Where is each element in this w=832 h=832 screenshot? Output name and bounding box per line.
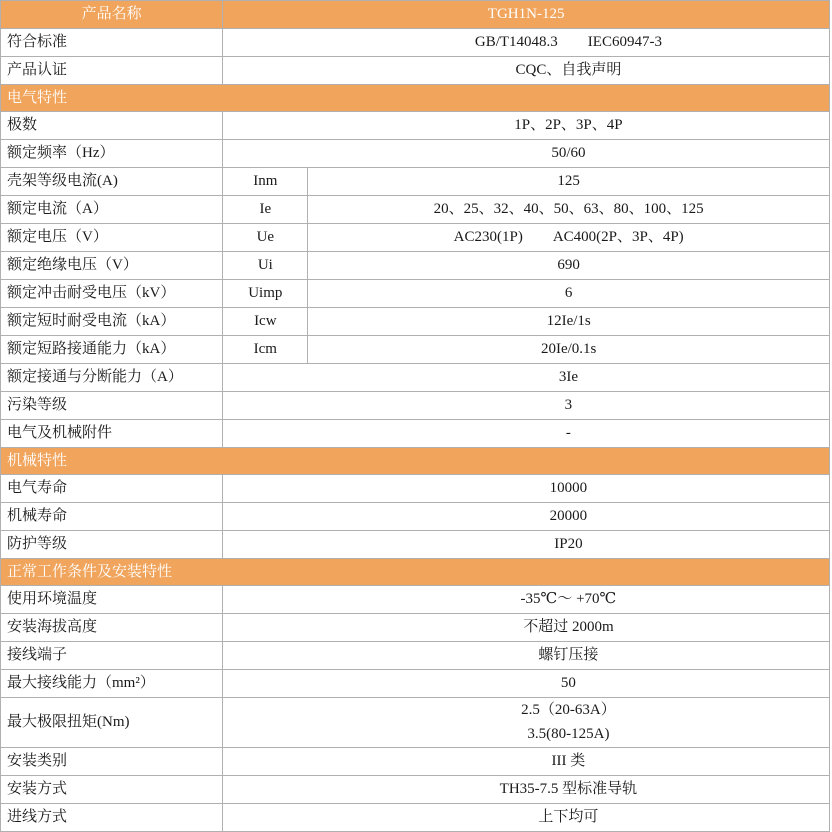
table-row [1, 420, 830, 448]
table-row [1, 614, 830, 642]
product-name-header: 产品名称 [1, 1, 223, 29]
table-row [1, 224, 830, 252]
row-value: - [308, 420, 830, 448]
row-value: 3Ie [308, 364, 830, 392]
row-symbol [223, 586, 308, 614]
row-value: 上下均可 [308, 804, 830, 832]
table-row [1, 112, 830, 140]
row-value: TH35-7.5 型标准导轨 [308, 776, 830, 804]
row-symbol [223, 140, 308, 168]
row-symbol [223, 29, 308, 57]
row-symbol [223, 748, 308, 776]
row-symbol [223, 112, 308, 140]
row-value: 1P、2P、3P、4P [308, 112, 830, 140]
table-row [1, 698, 830, 748]
row-value: 20、25、32、40、50、63、80、100、125 [308, 196, 830, 224]
row-value: GB/T14048.3 IEC60947-3 [308, 29, 830, 57]
row-symbol [223, 531, 308, 559]
row-value: 20Ie/0.1s [308, 336, 830, 364]
spec-table-body [1, 1, 830, 832]
section-header-row [1, 559, 830, 586]
row-symbol: Icm [223, 336, 308, 364]
row-label: 额定接通与分断能力（A） [1, 364, 223, 392]
row-symbol [223, 420, 308, 448]
row-value-line: 3.5(80-125A) [527, 725, 610, 742]
row-value: IP20 [308, 531, 830, 559]
row-label: 安装类别 [1, 748, 223, 776]
row-value: 6 [308, 280, 830, 308]
row-value [308, 698, 830, 748]
table-row [1, 804, 830, 832]
row-value-line: 2.5（20-63A） [521, 702, 616, 719]
row-value: III 类 [308, 748, 830, 776]
row-value: 10000 [308, 475, 830, 503]
row-symbol [223, 364, 308, 392]
table-row [1, 29, 830, 57]
table-row [1, 308, 830, 336]
row-label: 接线端子 [1, 642, 223, 670]
table-header-row [1, 1, 830, 29]
row-label: 额定冲击耐受电压（kV） [1, 280, 223, 308]
table-row [1, 531, 830, 559]
row-label: 产品认证 [1, 57, 223, 85]
row-symbol [223, 614, 308, 642]
row-value: -35℃～ +70℃ [308, 586, 830, 614]
row-label: 安装方式 [1, 776, 223, 804]
table-row [1, 503, 830, 531]
row-symbol [223, 503, 308, 531]
table-row [1, 168, 830, 196]
row-label: 额定短时耐受电流（kA） [1, 308, 223, 336]
row-symbol: Uimp [223, 280, 308, 308]
row-label: 壳架等级电流(A) [1, 168, 223, 196]
row-label: 极数 [1, 112, 223, 140]
section-title: 正常工作条件及安装特性 [1, 559, 830, 586]
table-row [1, 140, 830, 168]
product-name-value: TGH1N-125 [223, 1, 830, 29]
row-value: AC230(1P) AC400(2P、3P、4P) [308, 224, 830, 252]
row-label: 最大极限扭矩(Nm) [1, 698, 223, 748]
row-label: 使用环境温度 [1, 586, 223, 614]
row-value: 20000 [308, 503, 830, 531]
row-symbol: Ie [223, 196, 308, 224]
row-label: 机械寿命 [1, 503, 223, 531]
row-label: 最大接线能力（mm²） [1, 670, 223, 698]
row-symbol: Ue [223, 224, 308, 252]
row-label: 污染等级 [1, 392, 223, 420]
table-row [1, 364, 830, 392]
table-row [1, 336, 830, 364]
row-label: 额定频率（Hz） [1, 140, 223, 168]
row-label: 额定短路接通能力（kA） [1, 336, 223, 364]
row-value: 50 [308, 670, 830, 698]
row-symbol [223, 57, 308, 85]
table-row [1, 642, 830, 670]
row-symbol [223, 698, 308, 748]
row-symbol: Icw [223, 308, 308, 336]
row-symbol: Inm [223, 168, 308, 196]
table-row [1, 280, 830, 308]
table-row [1, 748, 830, 776]
row-label: 进线方式 [1, 804, 223, 832]
row-value: 3 [308, 392, 830, 420]
row-label: 防护等级 [1, 531, 223, 559]
row-value: 不超过 2000m [308, 614, 830, 642]
section-header-row [1, 85, 830, 112]
row-value: 690 [308, 252, 830, 280]
table-row [1, 57, 830, 85]
table-row [1, 196, 830, 224]
row-label: 额定绝缘电压（V） [1, 252, 223, 280]
table-row [1, 586, 830, 614]
row-symbol [223, 670, 308, 698]
row-label: 额定电流（A） [1, 196, 223, 224]
row-symbol [223, 475, 308, 503]
row-label: 电气及机械附件 [1, 420, 223, 448]
table-row [1, 392, 830, 420]
row-label: 符合标准 [1, 29, 223, 57]
section-title: 电气特性 [1, 85, 830, 112]
row-value: CQC、自我声明 [308, 57, 830, 85]
row-symbol [223, 392, 308, 420]
table-row [1, 776, 830, 804]
row-symbol: Ui [223, 252, 308, 280]
row-symbol [223, 804, 308, 832]
row-label: 额定电压（V） [1, 224, 223, 252]
row-value: 螺钉压接 [308, 642, 830, 670]
row-value: 12Ie/1s [308, 308, 830, 336]
row-symbol [223, 776, 308, 804]
section-header-row [1, 448, 830, 475]
row-label: 电气寿命 [1, 475, 223, 503]
row-label: 安装海拔高度 [1, 614, 223, 642]
table-row [1, 475, 830, 503]
row-symbol [223, 642, 308, 670]
table-row [1, 252, 830, 280]
row-value: 50/60 [308, 140, 830, 168]
table-row [1, 670, 830, 698]
row-value: 125 [308, 168, 830, 196]
section-title: 机械特性 [1, 448, 830, 475]
